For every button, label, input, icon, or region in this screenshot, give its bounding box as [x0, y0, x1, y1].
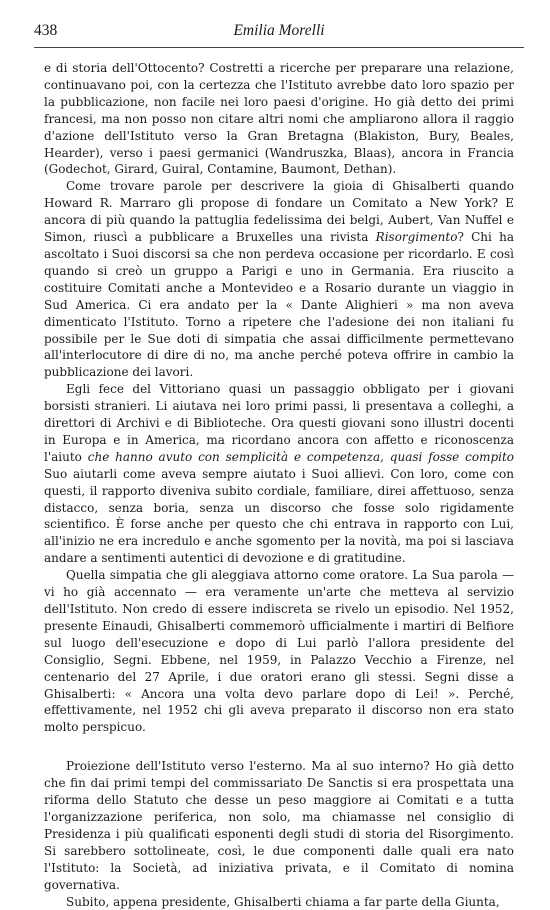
- body-text: [44, 60, 514, 910]
- paragraph: [44, 894, 514, 910]
- paragraph: [44, 758, 514, 893]
- paragraph: [44, 178, 514, 381]
- text-run: ? Chi ha ascoltato i Suoi discorsi sa che non perdeva occasione per ricordarlo. E così quando si creò un gruppo a Parigi e uno in Germania. Era riuscito a costituire Comitati anche a Montevideo e a Rosario durante un viaggio in Sud America. Ci era andato per la « Dante Alighieri » ma non aveva dimenticato l'Istituto. Torno a ripetere che l'adesione dei non italiani fu possibile per le Sue doti di simpatia che assai difficilmente permettevano all'interlocutore di dire di no, ma anche perché poteva offrire in cambio la pubblicazione dei lavori.: [44, 230, 514, 379]
- running-header: [44, 22, 514, 44]
- paragraph: [44, 381, 514, 567]
- running-title: Emilia Morelli: [44, 22, 514, 40]
- italic-title: Risorgimento: [376, 230, 458, 244]
- header-rule: [34, 47, 524, 48]
- text-run: Egli fece del Vittoriano quasi un passaggio obbligato per i giovani borsisti stranieri. Li aiutava nei loro primi passi, li presentava a colleghi, a direttori di Archivi e di Biblioteche. Ora questi giovani sono illustri docenti in Europa e in America, ma ricordano ancora con affetto e riconoscenza l'aiuto: [44, 382, 514, 464]
- text-run: Quella simpatia che gli aleggiava attorno come oratore. La Sua parola — vi ho già accennato — era veramente un'arte che metteva al servizio dell'Istituto. Non credo di essere indiscreta se rivelo un episodio. Nel 1952, presente Einaudi, Ghisalberti commemorò ufficialmente i martiri di Belfiore sul luogo dell'esecuzione e dopo di Lui parlò l'allora presidente del Consiglio, Segni. Ebbene, nel 1959, in Palazzo Vecchio a Firenze, nel centenario del 27 Aprile, i due oratori erano gli stessi. Segni disse a Ghisalberti: « Ancora una volta devo parlare dopo di Lei! ». Perché, effettivamente, nel 1952 chi gli aveva preparato il discorso non era stato molto perspicuo.: [44, 568, 514, 734]
- paragraph: [44, 567, 514, 736]
- text-run: Suo aiutarli come aveva sempre aiutato i Suoi allievi. Con loro, come con questi, il rapporto diveniva subito cordiale, familiare, direi affettuoso, senza distacco, senza boria, senza un discorso che fosse solo rigidamente scientifico. È forse anche per questo che chi entrava in rapporto con Lui, all'inizio ne era incredulo e anche sgomento per la novità, ma poi si lasciava andare a sentimenti autentici di devozione e di gratitudine.: [44, 467, 514, 566]
- text-run: Come trovare parole per descrivere la gioia di Ghisalberti quando Howard R. Marraro gli propose di fondare un Comitato a New York? E ancora di più quando la pattuglia fedelissima dei belgi, Aubert, Van Nuffel e Simon, riuscì a pubblicare a Bruxelles una rivista: [44, 179, 514, 244]
- text-run: e di storia dell'Ottocento? Costretti a ricerche per preparare una relazione, continuavano poi, con la certezza che l'Istituto avrebbe dato loro spazio per la pubblicazione, non facile nei loro paesi d'origine. Ho già detto dei primi francesi, ma non posso non citare altri nomi che ampliarono allora il raggio d'azione dell'Istituto verso la Gran Bretagna (Blakiston, Bury, Beales, Hearder), verso i paesi germanici (Wandruszka, Blaas), ancora in Francia (Godechot, Girard, Guiral, Contamine, Baumont, Dethan).: [44, 61, 514, 176]
- paragraph: [44, 60, 514, 178]
- italic-phrase: che hanno avuto con semplicità e competenza, quasi fosse compito: [88, 450, 514, 464]
- book-page: [44, 22, 514, 910]
- page-number: 438: [34, 22, 57, 40]
- text-run: Subito, appena presidente, Ghisalberti chiama a far parte della Giunta,: [66, 895, 500, 909]
- text-run: Proiezione dell'Istituto verso l'esterno. Ma al suo interno? Ho già detto che fin dai primi tempi del commissariato De Sanctis si era prospettata una riforma dello Statuto che desse un peso maggiore ai Comitati e a tutta l'organizzazione periferica, non solo, ma chiamasse nel consiglio di Presidenza i più qualificati esponenti degli studi di storia del Risorgimento. Si sarebbero sottolineate, così, le due componenti dalle quali era nato l'Istituto: la Società, ad iniziativa privata, e il Comitato di nomina governativa.: [44, 759, 514, 891]
